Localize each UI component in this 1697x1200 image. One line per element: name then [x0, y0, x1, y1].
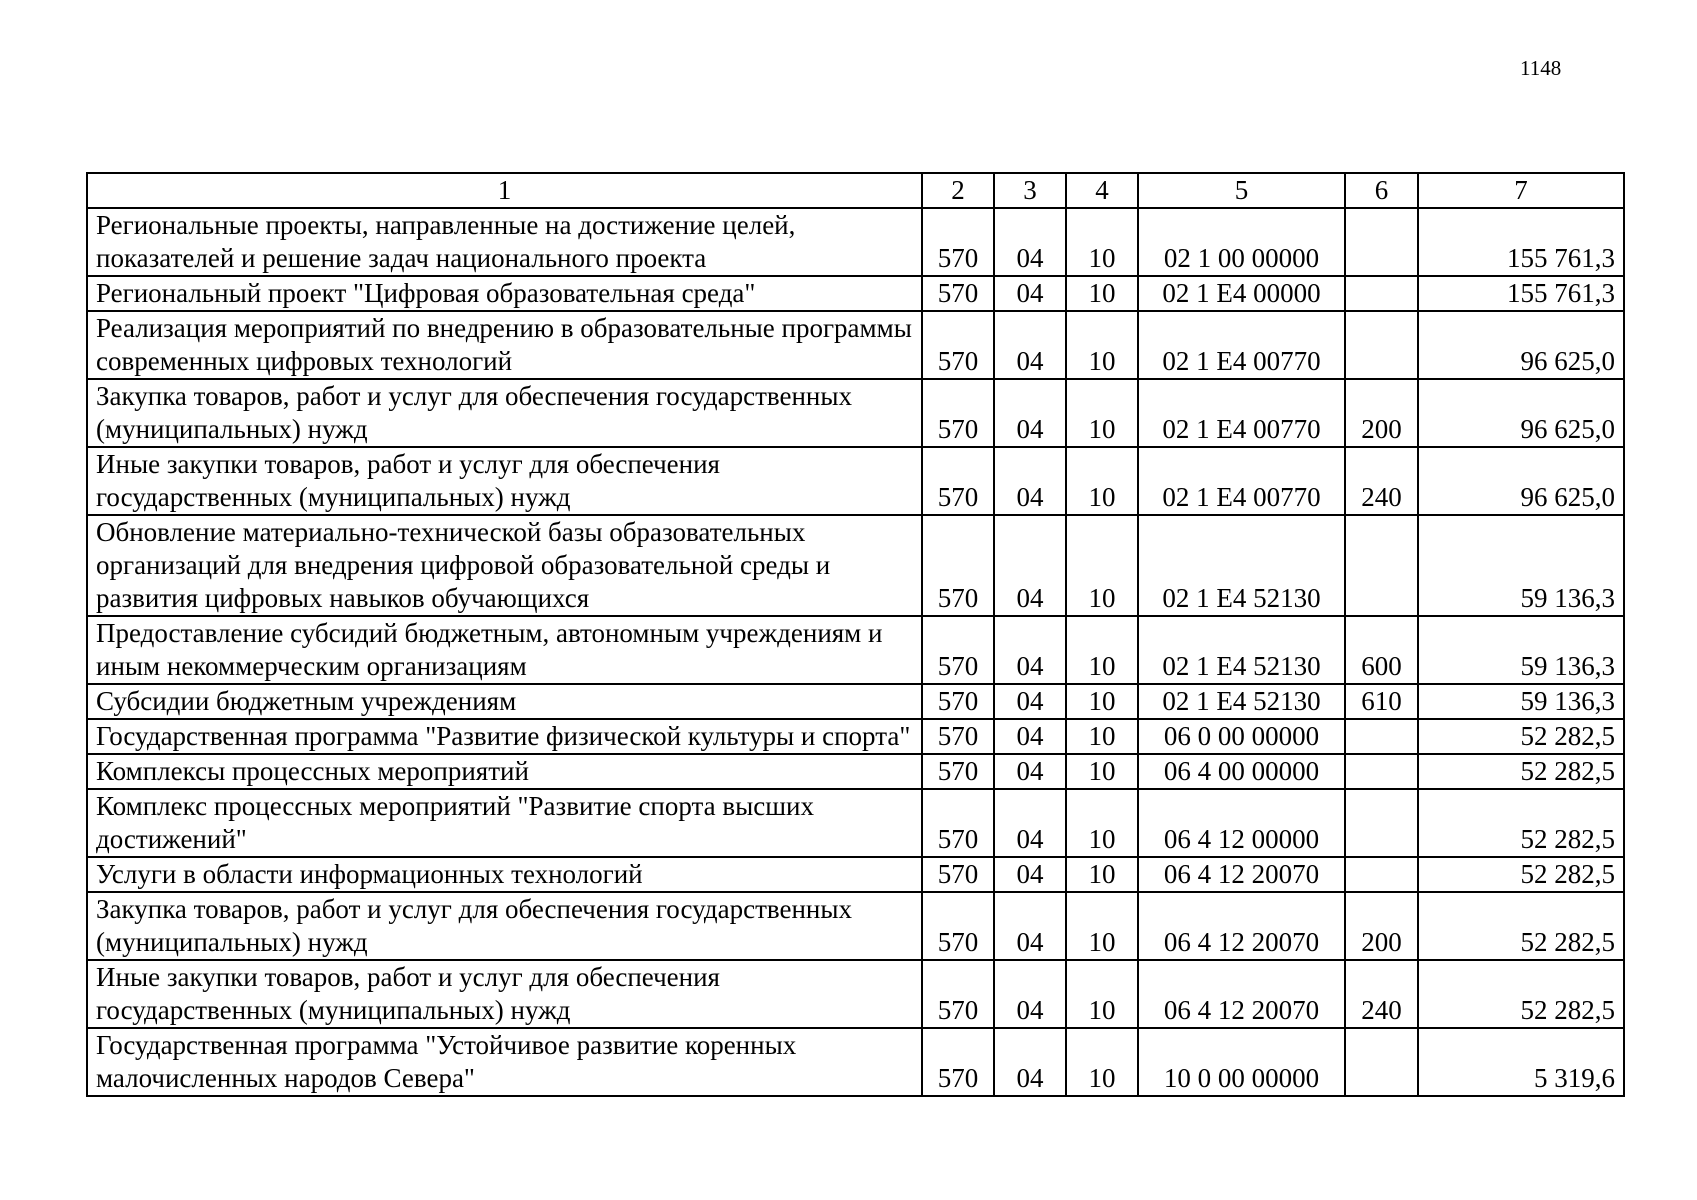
row-col6-cell: 610 — [1345, 684, 1418, 719]
header-cell-7: 7 — [1418, 173, 1624, 208]
row-name-cell: Региональный проект "Цифровая образовательная среда" — [87, 276, 922, 311]
row-col7-cell: 52 282,5 — [1418, 892, 1624, 960]
row-col5-cell: 06 4 00 00000 — [1138, 754, 1345, 789]
row-col3-cell: 04 — [994, 857, 1066, 892]
row-col7-cell: 155 761,3 — [1418, 208, 1624, 276]
row-col2-cell: 570 — [922, 276, 994, 311]
row-col2-cell: 570 — [922, 857, 994, 892]
row-col4-cell: 10 — [1066, 515, 1138, 616]
row-col6-cell — [1345, 719, 1418, 754]
table-row — [87, 789, 1624, 857]
row-col6-cell — [1345, 208, 1418, 276]
row-col4-cell: 10 — [1066, 616, 1138, 684]
row-name-cell: Комплекс процессных мероприятий "Развитие спорта высших достижений" — [87, 789, 922, 857]
row-col2-cell: 570 — [922, 789, 994, 857]
row-name-cell: Комплексы процессных мероприятий — [87, 754, 922, 789]
row-col3-cell: 04 — [994, 1028, 1066, 1096]
row-col3-cell: 04 — [994, 447, 1066, 515]
row-name-cell: Реализация мероприятий по внедрению в образовательные программы современных цифровых технологий — [87, 311, 922, 379]
table-row — [87, 892, 1624, 960]
row-col2-cell: 570 — [922, 1028, 994, 1096]
row-col5-cell: 06 0 00 00000 — [1138, 719, 1345, 754]
header-cell-5: 5 — [1138, 173, 1345, 208]
table-row — [87, 379, 1624, 447]
header-cell-3: 3 — [994, 173, 1066, 208]
row-col6-cell — [1345, 789, 1418, 857]
row-col7-cell: 155 761,3 — [1418, 276, 1624, 311]
row-col6-cell: 240 — [1345, 447, 1418, 515]
header-cell-6: 6 — [1345, 173, 1418, 208]
table-header-row — [87, 173, 1624, 208]
row-col2-cell: 570 — [922, 892, 994, 960]
row-col3-cell: 04 — [994, 311, 1066, 379]
row-col4-cell: 10 — [1066, 892, 1138, 960]
row-col4-cell: 10 — [1066, 208, 1138, 276]
row-col3-cell: 04 — [994, 379, 1066, 447]
row-col6-cell: 240 — [1345, 960, 1418, 1028]
row-col6-cell: 200 — [1345, 892, 1418, 960]
row-col6-cell — [1345, 311, 1418, 379]
table-row — [87, 960, 1624, 1028]
row-col4-cell: 10 — [1066, 276, 1138, 311]
row-col7-cell: 52 282,5 — [1418, 857, 1624, 892]
row-name-cell: Закупка товаров, работ и услуг для обеспечения государственных (муниципальных) нужд — [87, 892, 922, 960]
row-col2-cell: 570 — [922, 616, 994, 684]
row-col3-cell: 04 — [994, 684, 1066, 719]
row-col3-cell: 04 — [994, 892, 1066, 960]
table-row — [87, 208, 1624, 276]
row-col4-cell: 10 — [1066, 311, 1138, 379]
row-col5-cell: 06 4 12 20070 — [1138, 960, 1345, 1028]
table-row — [87, 447, 1624, 515]
row-col3-cell: 04 — [994, 754, 1066, 789]
row-name-cell: Региональные проекты, направленные на достижение целей, показателей и решение задач национального проекта — [87, 208, 922, 276]
row-col7-cell: 52 282,5 — [1418, 754, 1624, 789]
row-col5-cell: 02 1 Е4 52130 — [1138, 515, 1345, 616]
row-col6-cell — [1345, 515, 1418, 616]
table-row — [87, 684, 1624, 719]
row-col4-cell: 10 — [1066, 857, 1138, 892]
row-col3-cell: 04 — [994, 276, 1066, 311]
table-row — [87, 276, 1624, 311]
row-col2-cell: 570 — [922, 208, 994, 276]
header-cell-2: 2 — [922, 173, 994, 208]
row-col5-cell: 02 1 Е4 00000 — [1138, 276, 1345, 311]
header-cell-1: 1 — [87, 173, 922, 208]
row-col3-cell: 04 — [994, 789, 1066, 857]
row-name-cell: Иные закупки товаров, работ и услуг для обеспечения государственных (муниципальных) нужд — [87, 447, 922, 515]
row-col4-cell: 10 — [1066, 1028, 1138, 1096]
row-col5-cell: 02 1 00 00000 — [1138, 208, 1345, 276]
row-col5-cell: 02 1 Е4 00770 — [1138, 379, 1345, 447]
row-col3-cell: 04 — [994, 616, 1066, 684]
row-col7-cell: 52 282,5 — [1418, 789, 1624, 857]
table-row — [87, 754, 1624, 789]
row-col7-cell: 52 282,5 — [1418, 960, 1624, 1028]
row-col4-cell: 10 — [1066, 719, 1138, 754]
row-name-cell: Субсидии бюджетным учреждениям — [87, 684, 922, 719]
row-col4-cell: 10 — [1066, 379, 1138, 447]
table-row — [87, 515, 1624, 616]
row-col6-cell: 600 — [1345, 616, 1418, 684]
row-col7-cell: 96 625,0 — [1418, 447, 1624, 515]
row-name-cell: Государственная программа "Развитие физической культуры и спорта" — [87, 719, 922, 754]
row-col2-cell: 570 — [922, 754, 994, 789]
row-col2-cell: 570 — [922, 311, 994, 379]
row-col4-cell: 10 — [1066, 960, 1138, 1028]
row-col5-cell: 06 4 12 20070 — [1138, 892, 1345, 960]
table-row — [87, 311, 1624, 379]
row-col4-cell: 10 — [1066, 754, 1138, 789]
row-col5-cell: 06 4 12 00000 — [1138, 789, 1345, 857]
table-row — [87, 857, 1624, 892]
row-col3-cell: 04 — [994, 208, 1066, 276]
row-col2-cell: 570 — [922, 684, 994, 719]
row-col4-cell: 10 — [1066, 447, 1138, 515]
row-col3-cell: 04 — [994, 719, 1066, 754]
row-col7-cell: 96 625,0 — [1418, 379, 1624, 447]
row-col7-cell: 96 625,0 — [1418, 311, 1624, 379]
row-col7-cell: 5 319,6 — [1418, 1028, 1624, 1096]
row-col6-cell: 200 — [1345, 379, 1418, 447]
row-col5-cell: 02 1 Е4 00770 — [1138, 311, 1345, 379]
row-col2-cell: 570 — [922, 379, 994, 447]
row-col6-cell — [1345, 276, 1418, 311]
row-col3-cell: 04 — [994, 960, 1066, 1028]
row-col5-cell: 02 1 Е4 52130 — [1138, 684, 1345, 719]
table-row — [87, 616, 1624, 684]
row-col6-cell — [1345, 1028, 1418, 1096]
row-col2-cell: 570 — [922, 515, 994, 616]
row-col5-cell: 02 1 Е4 00770 — [1138, 447, 1345, 515]
header-cell-4: 4 — [1066, 173, 1138, 208]
row-col5-cell: 02 1 Е4 52130 — [1138, 616, 1345, 684]
row-col4-cell: 10 — [1066, 684, 1138, 719]
row-col7-cell: 59 136,3 — [1418, 684, 1624, 719]
row-col3-cell: 04 — [994, 515, 1066, 616]
row-name-cell: Предоставление субсидий бюджетным, автономным учреждениям и иным некоммерческим организациям — [87, 616, 922, 684]
row-name-cell: Закупка товаров, работ и услуг для обеспечения государственных (муниципальных) нужд — [87, 379, 922, 447]
row-col7-cell: 59 136,3 — [1418, 616, 1624, 684]
row-col5-cell: 10 0 00 00000 — [1138, 1028, 1345, 1096]
row-name-cell: Иные закупки товаров, работ и услуг для обеспечения государственных (муниципальных) нужд — [87, 960, 922, 1028]
table-row — [87, 719, 1624, 754]
budget-table — [86, 172, 1625, 1097]
row-name-cell: Услуги в области информационных технологий — [87, 857, 922, 892]
row-col6-cell — [1345, 754, 1418, 789]
row-col2-cell: 570 — [922, 447, 994, 515]
row-name-cell: Государственная программа "Устойчивое развитие коренных малочисленных народов Севера" — [87, 1028, 922, 1096]
page-number: 1148 — [1520, 56, 1562, 80]
row-col5-cell: 06 4 12 20070 — [1138, 857, 1345, 892]
row-col7-cell: 59 136,3 — [1418, 515, 1624, 616]
row-col7-cell: 52 282,5 — [1418, 719, 1624, 754]
table-body — [87, 208, 1624, 1096]
row-col4-cell: 10 — [1066, 789, 1138, 857]
table-row — [87, 1028, 1624, 1096]
row-col6-cell — [1345, 857, 1418, 892]
row-col2-cell: 570 — [922, 719, 994, 754]
row-name-cell: Обновление материально-технической базы образовательных организаций для внедрения цифровой образовательной среды и развития цифровых навыков обучающихся — [87, 515, 922, 616]
row-col2-cell: 570 — [922, 960, 994, 1028]
